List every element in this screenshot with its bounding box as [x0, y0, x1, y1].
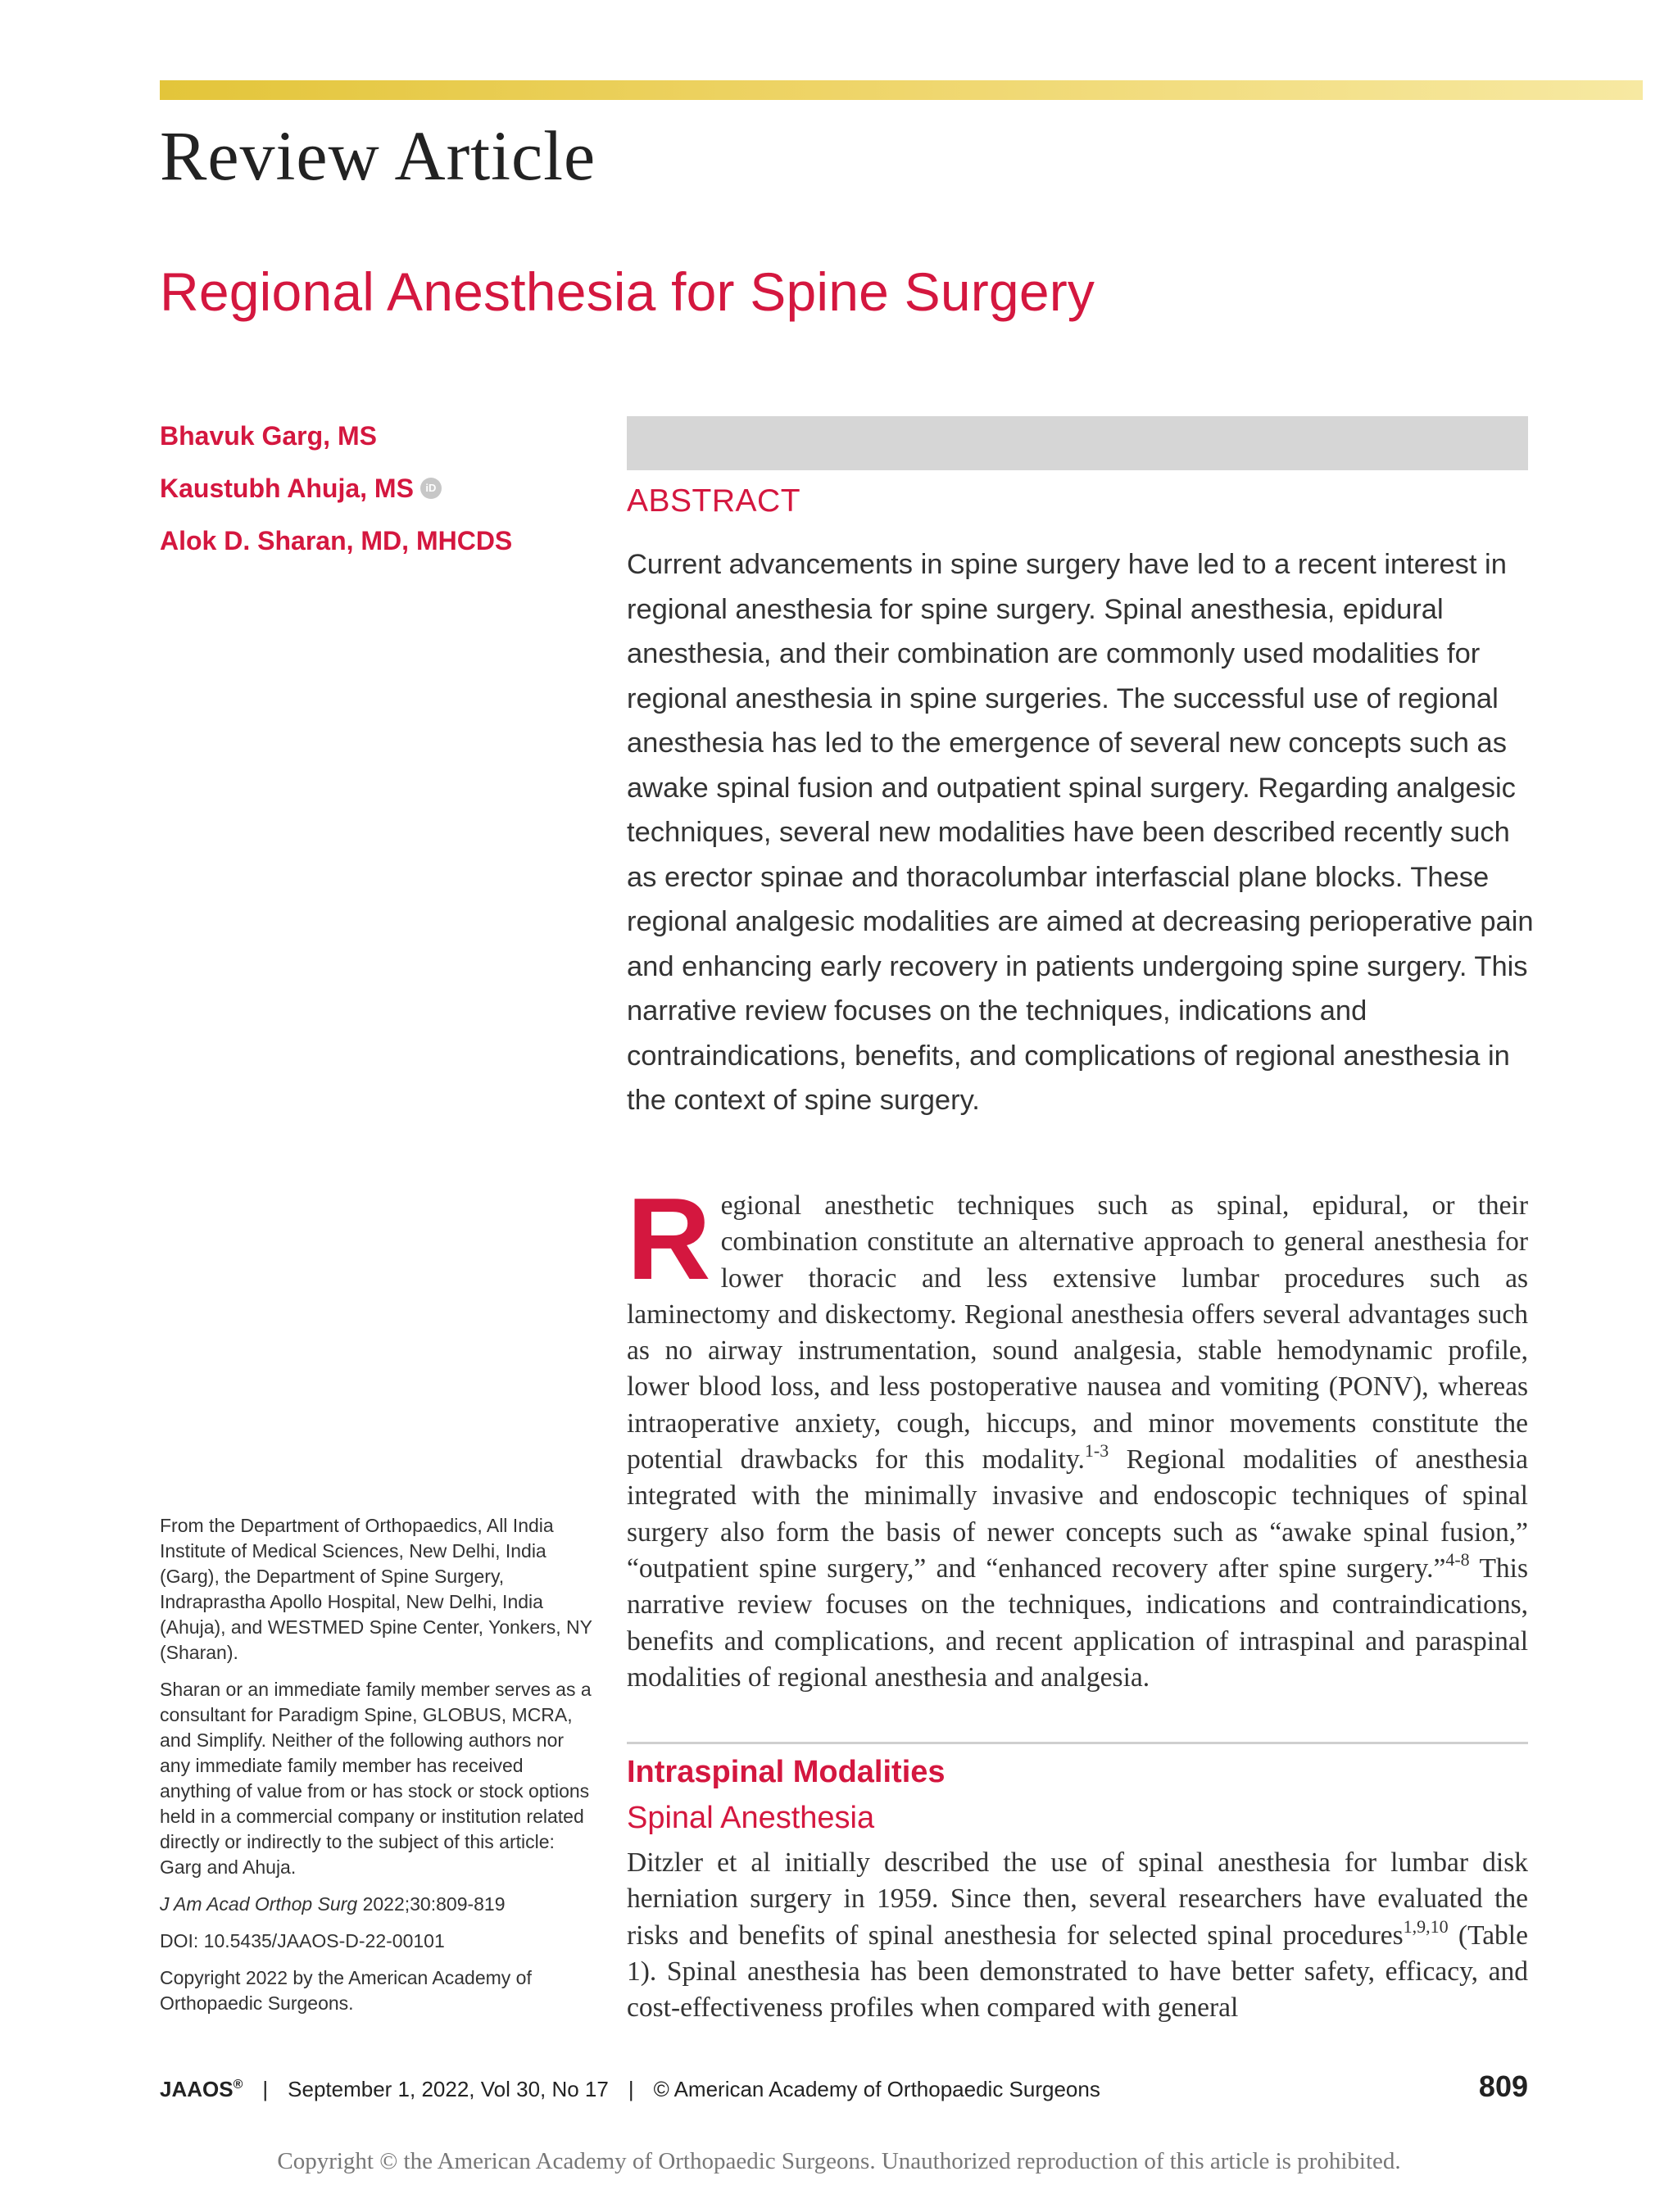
citation-detail: 2022;30:809-819 — [357, 1893, 506, 1915]
footer-separator: | — [628, 2077, 634, 2101]
registered-mark: ® — [233, 2078, 243, 2092]
copyright-notice: Copyright © the American Academy of Orthopaedic Surgeons. Unauthorized reproduction of this article is prohibited. — [277, 2148, 1401, 2174]
section-label: Review Article — [160, 116, 596, 195]
footer-separator: | — [262, 2077, 269, 2101]
reference-link[interactable]: 1-3 — [1084, 1440, 1109, 1462]
citation-note — [160, 1892, 598, 1917]
intro-paragraph — [627, 1174, 1528, 1696]
abstract-heading: ABSTRACT — [627, 483, 801, 519]
body-text: Regional modalities of anesthesia integrated with the minimally invasive and endoscopic techniques of spinal surgery also form the basis of newer concepts such as “awake spinal fusion,” “outpatient spine surgery,” and “enhanced recovery after spine surgery.” — [627, 1444, 1528, 1584]
abstract-text: Current advancements in spine surgery have led to a recent interest in regional anesthesia for spine surgery. Spinal anesthesia, epidural anesthesia, and their combination are commonly used modalities for regional anesthesia in spine surgeries. The successful use of regional anesthesia has led to the emergence of several new concepts such as awake spinal fusion and outpatient spinal surgery. Regarding analgesic techniques, several new modalities have been described recently such as erector spinae and thoracolumbar interfascial plane blocks. These regional analgesic modalities are aimed at decreasing perioperative pain and enhancing early recovery in patients undergoing spine surgery. This narrative review focuses on the techniques, indications and contraindications, benefits, and complications of regional anesthesia in the context of spine surgery. — [627, 549, 1534, 1116]
journal-abbrev: JAAOS — [160, 2077, 234, 2101]
author-name: Bhavuk Garg, MS — [160, 421, 377, 451]
section-heading: Intraspinal Modalities — [627, 1755, 946, 1789]
page-number: 809 — [1478, 2069, 1528, 2103]
publisher-info: © American Academy of Orthopaedic Surgeons — [653, 2077, 1100, 2101]
spinal-anesthesia-paragraph — [627, 1845, 1528, 2026]
body-text: This narrative review focuses on the techniques, indications and contraindications, benefits and complications, and recent application of intraspinal and paraspinal modalities of regional anesthesia and analgesia. — [627, 1552, 1528, 1693]
orcid-icon[interactable]: iD — [420, 478, 442, 499]
reference-link[interactable]: 4-8 — [1445, 1548, 1470, 1570]
doi-note[interactable]: DOI: 10.5435/JAAOS-D-22-00101 — [160, 1930, 445, 1951]
issue-info: September 1, 2022, Vol 30, No 17 — [288, 2077, 609, 2101]
author-item — [160, 410, 512, 462]
subsection-heading: Spinal Anesthesia — [627, 1801, 875, 1835]
body-text: (Table 1). Spinal anesthesia has been demonstrated to have better safety, efficacy, and cost-effectiveness profiles when compared with general — [627, 1920, 1528, 2024]
journal-name — [160, 2077, 243, 2102]
citation-journal: J Am Acad Orthop Surg — [160, 1893, 358, 1915]
author-name: Alok D. Sharan, MD, MHCDS — [160, 526, 513, 555]
abstract-banner — [627, 416, 1528, 470]
article-sidenotes — [160, 1513, 598, 2028]
body-text: egional anesthetic techniques such as spinal, epidural, or their combination constitute an alternative approach to general anesthesia for lower thoracic and less extensive lumbar procedures such as laminectomy and diskectomy. Regional anesthesia offers several advantages such as no airway instrumentation, sound analgesia, stable hemodynamic profile, lower blood loss, and less postoperative nausea and vomiting (PONV), whereas intraoperative anxiety, cough, hiccups, and minor movements constitute the potential drawbacks for this modality. — [627, 1190, 1528, 1475]
reference-link[interactable]: 1,9,10 — [1403, 1915, 1449, 1937]
drop-cap: R — [627, 1174, 711, 1304]
page-footer — [160, 2069, 1528, 2104]
article-title: Regional Anesthesia for Spine Surgery — [160, 261, 1095, 322]
author-item — [160, 462, 512, 514]
author-name: Kaustubh Ahuja, MS — [160, 474, 414, 503]
body-text: Ditzler et al initially described the use of spinal anesthesia for lumbar disk herniation surgery in 1959. Since then, several researchers have evaluated the risks and benefits of spinal anesthesia for selected spinal procedures — [627, 1847, 1528, 1951]
author-item — [160, 514, 512, 567]
author-list — [160, 410, 512, 567]
disclosure-note: Sharan or an immediate family member serves as a consultant for Paradigm Spine, GLOBUS, MCRA, and Simplify. Neither of the following authors nor any immediate family member has received anything of value from or has stock or stock options held in a commercial company or institution related directly or indirectly to the subject of this article: Garg and Ahuja. — [160, 1679, 592, 1878]
affiliation-note: From the Department of Orthopaedics, All India Institute of Medical Sciences, New Delhi, India (Garg), the Department of Spine Surgery, Indraprastha Apollo Hospital, New Delhi, India (Ahuja), and WESTMED Spine Center, Yonkers, NY (Sharan). — [160, 1515, 592, 1663]
section-divider — [627, 1742, 1528, 1744]
copyright-note: Copyright 2022 by the American Academy of Orthopaedic Surgeons. — [160, 1967, 532, 2014]
header-accent-bar — [160, 80, 1643, 100]
